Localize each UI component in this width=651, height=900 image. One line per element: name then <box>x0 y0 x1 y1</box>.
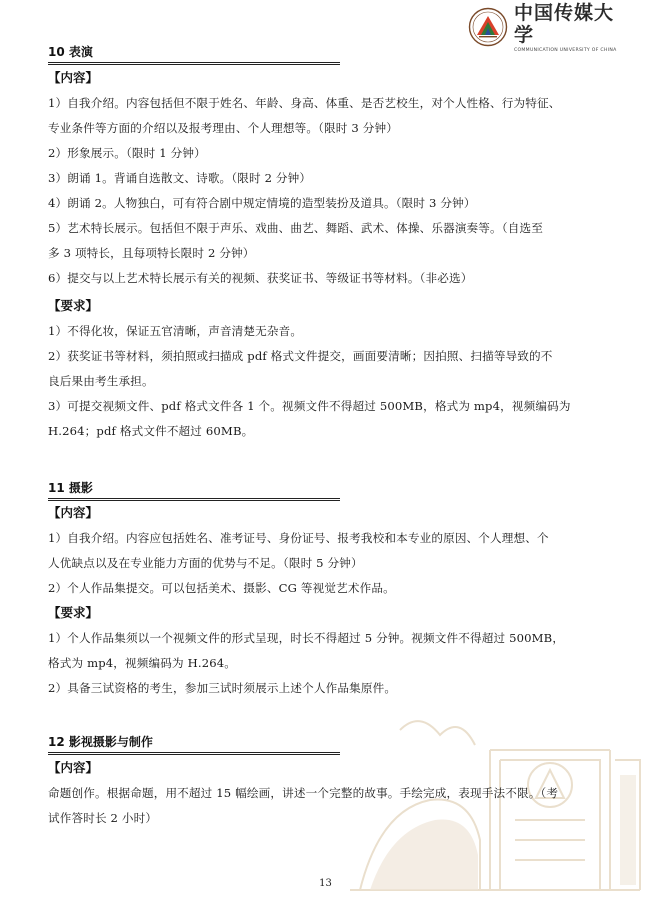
content-line: 2）个人作品集提交。可以包括美术、摄影、CG 等视觉艺术作品。 <box>48 581 395 595</box>
section-divider <box>48 62 340 65</box>
section-11-content <box>48 526 608 601</box>
requirement-line: 格式为 mp4，视频编码为 H.264。 <box>48 656 237 670</box>
section-title: 10 表演 <box>48 45 93 59</box>
content-line: 2）形象展示。（限时 1 分钟） <box>48 146 206 160</box>
content-line: 4）朗诵 2。人物独白，可有符合剧中规定情境的造型装扮及道具。（限时 3 分钟） <box>48 196 476 210</box>
section-11-header <box>48 480 340 501</box>
section-10-requirements <box>48 319 608 444</box>
requirement-label: 【要求】 <box>48 298 99 313</box>
page-number: 13 <box>319 878 332 889</box>
content-line: 试作答时长 2 小时） <box>48 811 158 825</box>
content-line: 3）朗诵 1。背诵自选散文、诗歌。（限时 2 分钟） <box>48 171 312 185</box>
content-line: 多 3 项特长，且每项特长限时 2 分钟） <box>48 246 255 260</box>
requirement-line: 1）个人作品集须以一个视频文件的形式呈现，时长不得超过 5 分钟。视频文件不得超过 500MB， <box>48 631 565 645</box>
section-title: 12 影视摄影与制作 <box>48 735 153 749</box>
requirement-line: 良后果由考生承担。 <box>48 374 154 388</box>
requirement-label: 【要求】 <box>48 605 99 620</box>
content-line: 人优缺点以及在专业能力方面的优势与不足。（限时 5 分钟） <box>48 556 363 570</box>
requirement-line: 2）获奖证书等材料，须拍照或扫描成 pdf 格式文件提交，画面要清晰；因拍照、扫描等导致的不 <box>48 349 553 363</box>
content-label: 【内容】 <box>48 505 99 520</box>
requirement-line: 2）具备三试资格的考生，参加三试时须展示上述个人作品集原件。 <box>48 681 397 695</box>
content-line: 1）自我介绍。内容应包括姓名、准考证号、身份证号、报考我校和本专业的原因、个人理想、个 <box>48 531 549 545</box>
section-10-content <box>48 91 608 291</box>
section-10-header <box>48 44 340 65</box>
section-11-requirements <box>48 626 608 701</box>
logo-english-name: COMMUNICATION UNIVERSITY OF CHINA <box>514 47 617 53</box>
logo-chinese-name: 中国传媒大学 <box>514 1 615 46</box>
university-seal-icon <box>468 7 508 47</box>
content-line: 命题创作。根据命题，用不超过 15 幅绘画，讲述一个完整的故事。手绘完成，表现手法不限。（考 <box>48 786 559 800</box>
section-divider <box>48 498 340 501</box>
requirement-line: 3）可提交视频文件、pdf 格式文件各 1 个。视频文件不得超过 500MB，格式为 mp4，视频编码为 <box>48 399 571 413</box>
requirement-line: H.264；pdf 格式文件不超过 60MB。 <box>48 424 254 438</box>
section-12-content <box>48 781 608 831</box>
content-line: 专业条件等方面的介绍以及报考理由、个人理想等。（限时 3 分钟） <box>48 121 398 135</box>
section-title: 11 摄影 <box>48 481 93 495</box>
university-logo <box>468 1 624 53</box>
content-line: 5）艺术特长展示。包括但不限于声乐、戏曲、曲艺、舞蹈、武术、体操、乐器演奏等。（自选至 <box>48 221 543 235</box>
content-label: 【内容】 <box>48 760 99 775</box>
requirement-line: 1）不得化妆，保证五官清晰，声音清楚无杂音。 <box>48 324 303 338</box>
content-label: 【内容】 <box>48 70 99 85</box>
content-line: 1）自我介绍。内容包括但不限于姓名、年龄、身高、体重、是否艺校生，对个人性格、行为特征、 <box>48 96 561 110</box>
section-divider <box>48 752 340 755</box>
section-12-header <box>48 734 340 755</box>
content-line: 6）提交与以上艺术特长展示有关的视频、获奖证书、等级证书等材料。（非必选） <box>48 271 473 285</box>
